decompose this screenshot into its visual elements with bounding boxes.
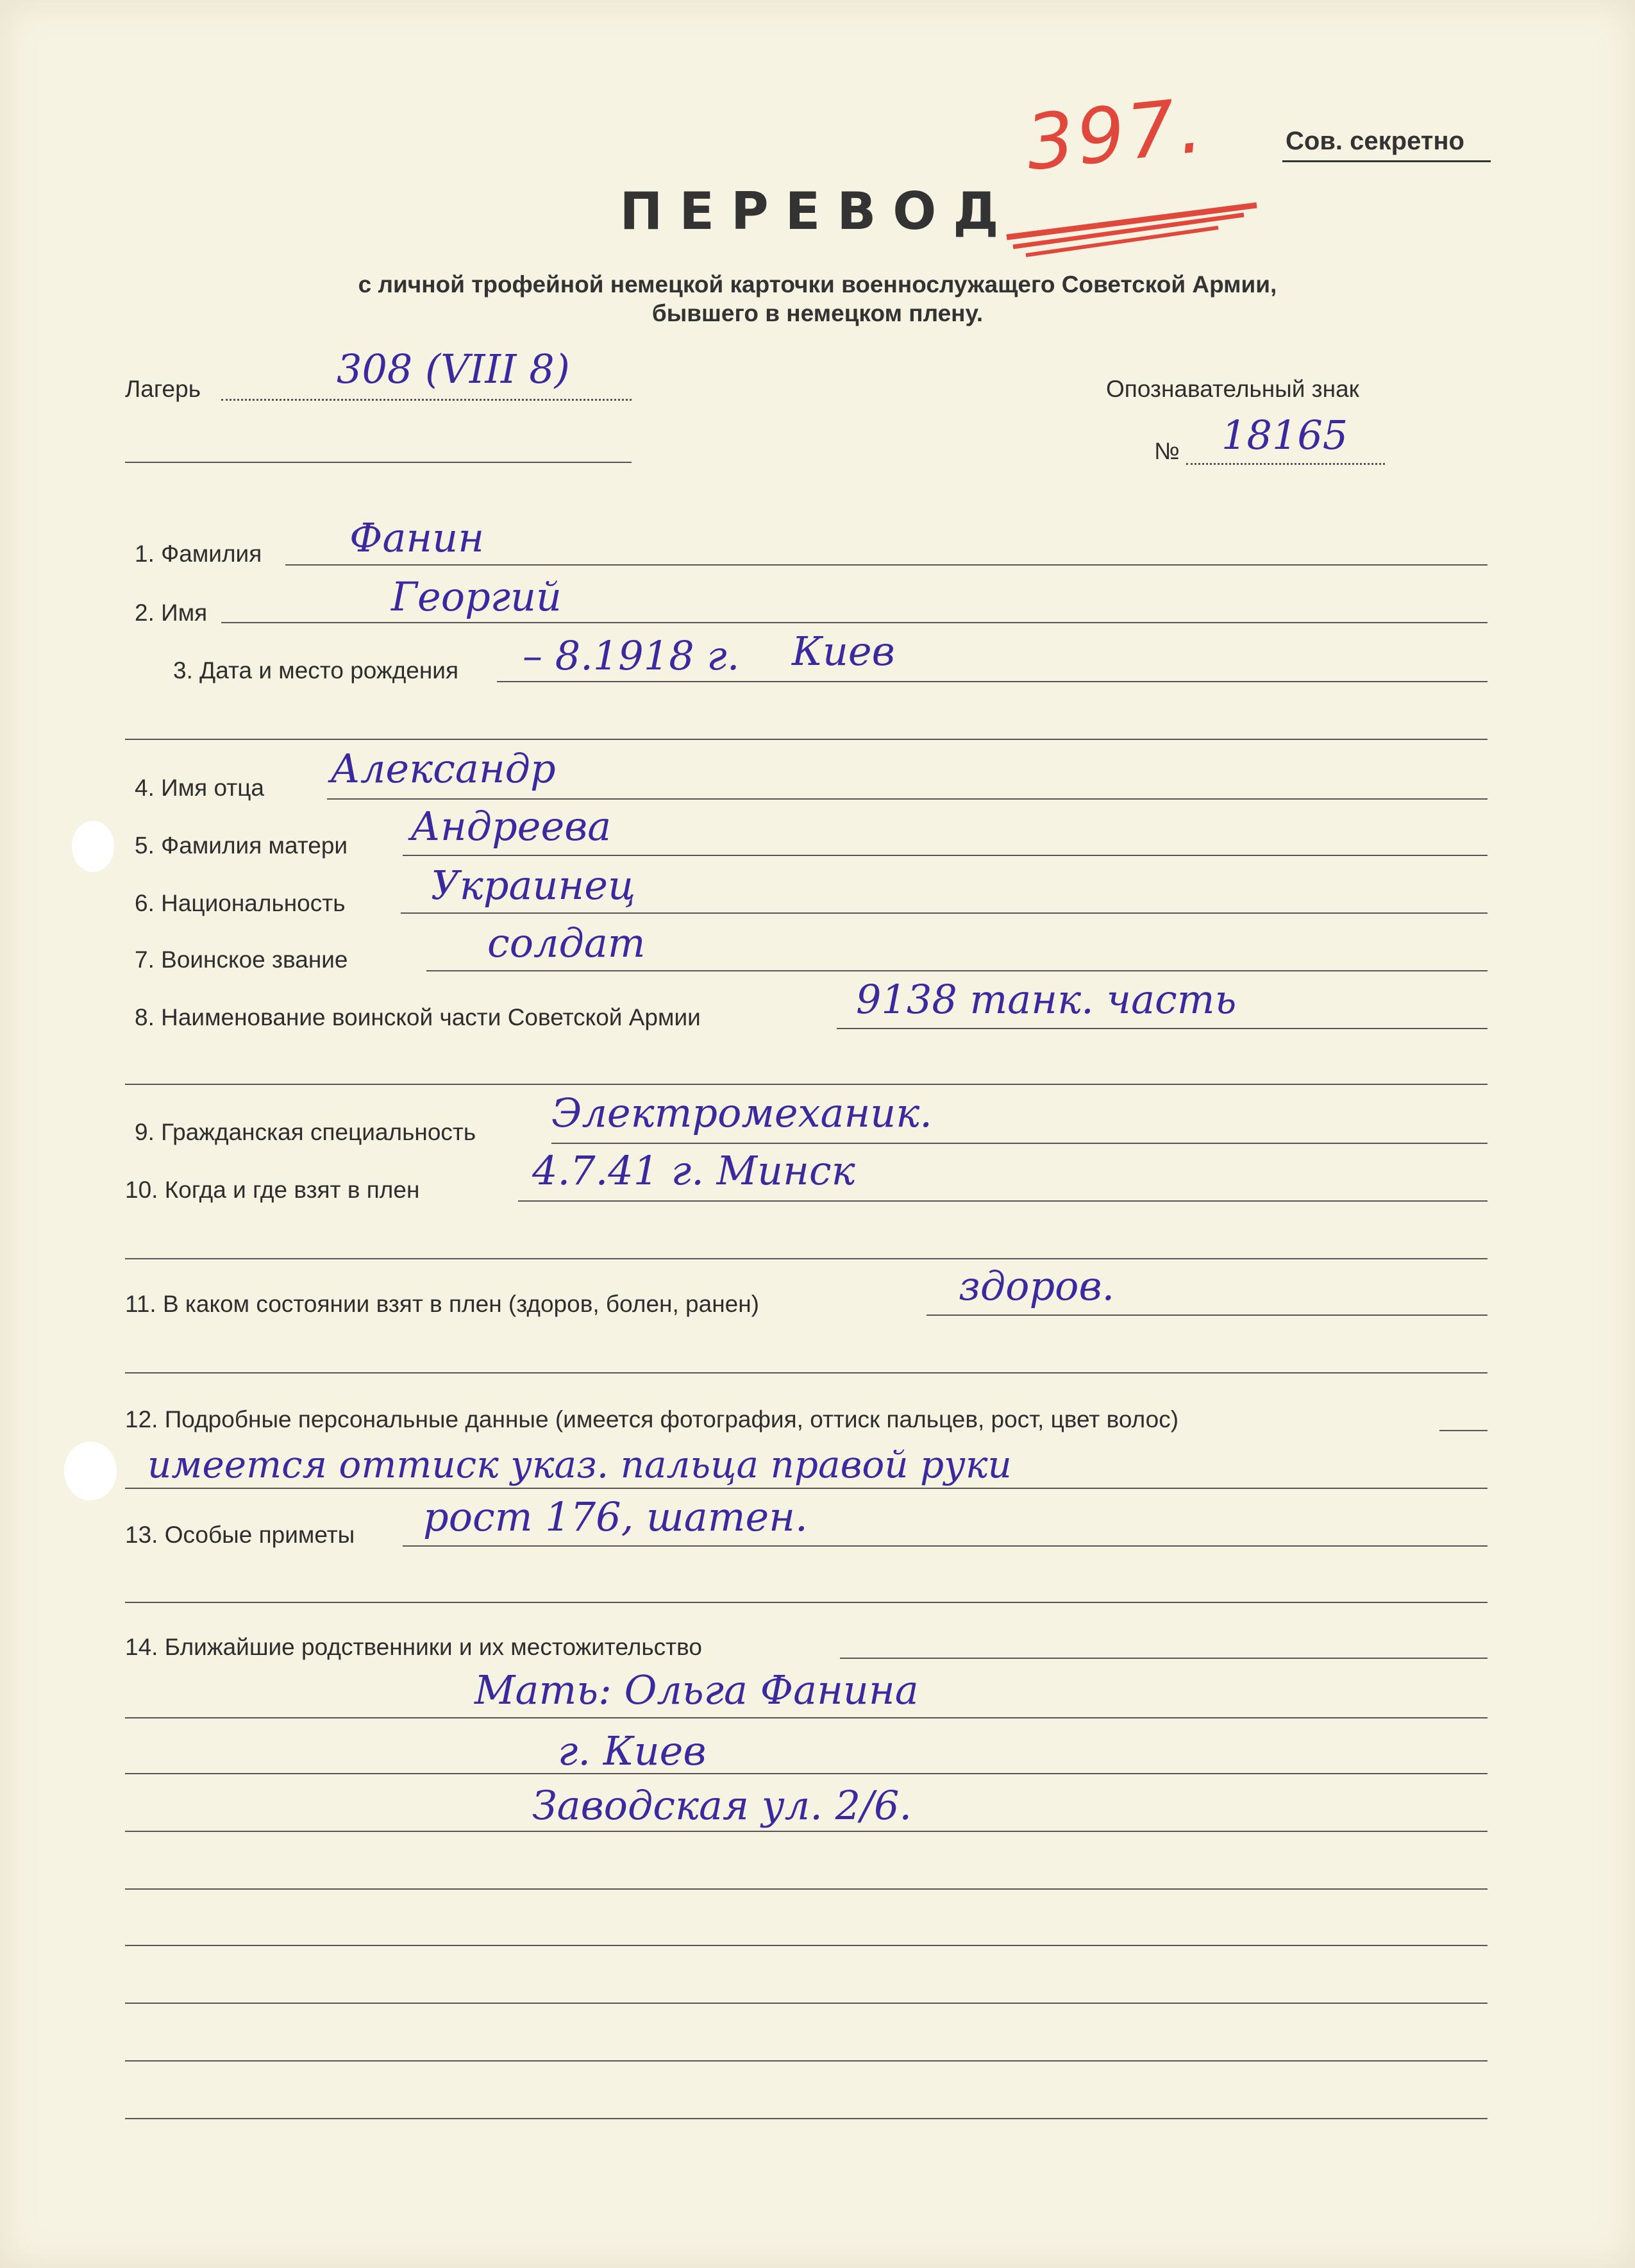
relatives-extra-line [125,1888,1488,1890]
relatives-extra-line [125,1717,1488,1718]
civil-profession-line [551,1143,1488,1144]
capture-when-where-line [518,1200,1488,1202]
birth-place-value: Киев [792,628,895,675]
civil-profession-label: 9. Гражданская специальность [135,1119,476,1145]
id-tag-number-label: № [1154,438,1180,464]
classification-underline [1282,160,1491,162]
father-name-label: 4. Имя отца [135,775,264,801]
relatives-extra-line [125,1945,1488,1946]
military-rank-label: 7. Воинское звание [135,946,348,973]
camp-extra-line [125,462,632,463]
punch-hole [64,1441,117,1500]
relatives-extra-line [125,2060,1488,2062]
mother-surname-value: Андреева [410,803,612,850]
relatives-label: 14. Ближайшие родственники и их местожительство [125,1634,702,1660]
camp-label: Лагерь [125,376,201,402]
personal-data-line [1439,1430,1488,1431]
document-title: ПЕРЕВОД [619,181,1016,241]
relatives-extra-line [125,1831,1488,1832]
id-tag-value: 18165 [1221,412,1348,458]
mother-surname-label: 5. Фамилия матери [135,832,348,859]
nationality-line [401,912,1488,914]
military-unit-label: 8. Наименование воинской части Советской Армии [135,1004,701,1030]
capture-when-where-label: 10. Когда и где взят в плен [125,1177,420,1203]
personal-data-label: 12. Подробные персональные данные (имеется фотография, оттиск пальцев, рост, цвет волос) [125,1406,1179,1432]
civil-profession-value: Электромеханик. [551,1089,932,1136]
capture-condition-value: здоров. [959,1263,1115,1309]
capture-condition-line [927,1315,1488,1316]
special-marks-value: рост 176, шатен. [423,1493,808,1540]
nationality-value: Украинец [431,862,636,909]
special-marks-extra-line [125,1602,1488,1603]
red-stamp-number: 397. [1021,80,1209,188]
relatives-extra-line [125,2003,1488,2004]
father-name-line [327,798,1488,800]
capture-when-where-value: 4.7.41 г. Минск [532,1147,855,1194]
military-unit-value: 9138 танк. часть [856,976,1237,1023]
subtitle-line-1: с личной трофейной немецкой карточки военнослужащего Советской Армии, [358,271,1277,298]
relatives-value-line-1: Мать: Ольга Фанина [474,1667,919,1713]
capture-extra-line [125,1258,1488,1259]
special-marks-line [403,1545,1488,1547]
special-marks-label: 13. Особые приметы [125,1522,355,1548]
relatives-value-line-2: г. Киев [558,1727,707,1774]
first-name-value: Георгий [391,573,562,620]
first-name-label: 2. Имя [135,600,208,626]
surname-line [285,564,1488,566]
punch-hole [72,821,114,872]
capture-condition-label: 11. В каком состоянии взят в плен (здоров, болен, ранен) [125,1291,759,1317]
military-unit-line [837,1028,1488,1029]
id-tag-dotted-line [1186,463,1385,465]
camp-dotted-line [221,399,632,401]
subtitle-line-2: бывшего в немецком плену. [651,300,984,326]
birth-date-place-label: 3. Дата и место рождения [173,657,458,684]
military-unit-extra-line [125,1084,1488,1085]
mother-surname-line [403,855,1488,856]
classification-label: Сов. секретно [1286,127,1464,155]
birth-extra-line [125,739,1488,740]
camp-value: 308 (VIII 8) [337,346,570,392]
birth-date-value: – 8.1918 г. [523,632,740,679]
military-rank-value: солдат [487,920,646,966]
personal-data-extra-line [125,1488,1488,1489]
relatives-line [840,1658,1488,1659]
father-name-value: Александр [330,745,556,792]
personal-data-value: имеется оттиск указ. пальца правой руки [147,1443,1012,1486]
surname-label: 1. Фамилия [135,541,262,567]
surname-value: Фанин [349,514,485,561]
relatives-extra-line [125,2118,1488,2119]
nationality-label: 6. Национальность [135,890,346,916]
capture-condition-extra-line [125,1372,1488,1373]
first-name-line [221,622,1488,623]
id-tag-label: Опознавательный знак [1106,376,1359,402]
birth-date-place-line [497,681,1488,682]
relatives-value-line-3: Заводская ул. 2/6. [532,1782,912,1829]
military-rank-line [426,970,1488,971]
relatives-extra-line [125,1773,1488,1774]
